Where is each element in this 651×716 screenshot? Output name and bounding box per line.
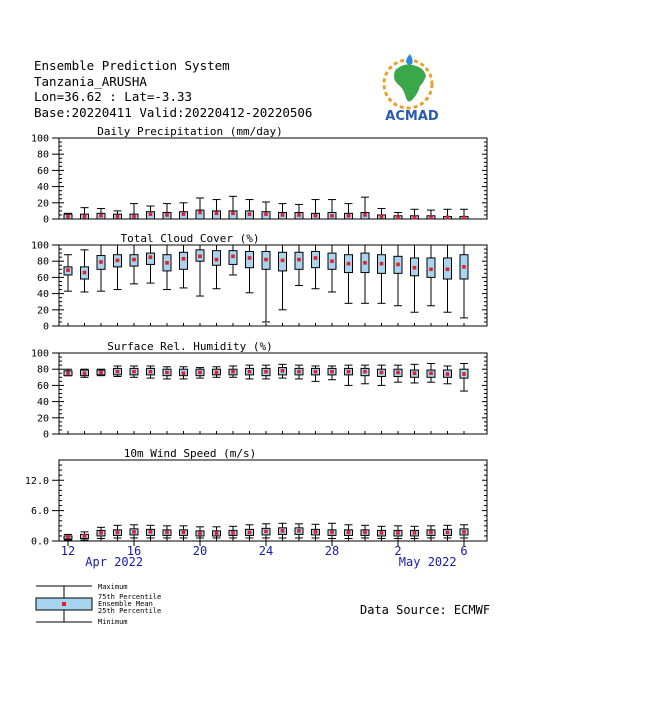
mean-marker (264, 370, 268, 374)
box-day-9 (196, 198, 204, 219)
box-day-16 (312, 200, 320, 219)
y-tick-label: 6.0 (30, 506, 49, 518)
mean-marker (149, 212, 153, 216)
x-tick-label: 12 (60, 544, 76, 558)
box-day-4 (114, 366, 122, 377)
y-tick-label: 40 (36, 289, 49, 301)
panel-3 (31, 340, 487, 441)
mean-marker (380, 531, 384, 535)
mean-marker (149, 370, 153, 374)
y-tick-label: 12.0 (24, 475, 49, 487)
mean-marker (248, 256, 252, 260)
mean-marker (396, 371, 400, 375)
box-day-3 (97, 369, 105, 375)
y-tick-label: 20 (36, 305, 49, 317)
box-day-4 (114, 211, 122, 219)
header-location: Tanzania_ARUSHA (34, 73, 147, 89)
box-day-21 (394, 213, 402, 220)
x-tick-label: 2 (394, 544, 402, 558)
mean-marker (99, 214, 103, 218)
box-day-22 (411, 364, 419, 383)
box-day-18 (345, 204, 353, 219)
mean-marker (248, 531, 252, 535)
mean-marker (83, 534, 87, 538)
iqr-box (180, 252, 188, 269)
box-day-11 (229, 366, 237, 377)
mean-marker (116, 215, 120, 219)
mean-marker (396, 216, 400, 220)
box-day-17 (328, 366, 336, 380)
box-day-4 (114, 245, 122, 290)
legend-graphic (34, 580, 194, 626)
mean-marker (347, 214, 351, 218)
mean-marker (314, 370, 318, 374)
box-day-7 (163, 526, 171, 538)
y-tick-label: 20 (36, 413, 49, 425)
mean-marker (314, 214, 318, 218)
mean-marker (248, 370, 252, 374)
box-day-8 (180, 367, 188, 379)
box-day-5 (130, 525, 138, 538)
legend-p25-label: 25th Percentile (98, 607, 162, 615)
mean-marker (182, 212, 186, 216)
box-day-13 (262, 365, 270, 379)
y-tick-label: 40 (36, 397, 49, 409)
mean-marker (330, 531, 334, 535)
box-day-20 (378, 526, 386, 538)
mean-marker (215, 371, 219, 375)
mean-marker (83, 271, 87, 275)
logo-text: ACMAD (385, 109, 439, 124)
mean-marker (446, 216, 450, 220)
box-day-24 (444, 209, 452, 219)
x-tick-label: 16 (126, 544, 142, 558)
legend-mean-label: Ensemble Mean (98, 600, 153, 608)
mean-marker (413, 531, 417, 535)
box-day-21 (394, 245, 402, 306)
mean-marker (66, 371, 70, 375)
box-day-19 (361, 365, 369, 384)
box-day-11 (229, 196, 237, 219)
mean-marker (347, 262, 351, 266)
y-tick-label: 80 (36, 364, 49, 376)
box-day-8 (180, 245, 188, 288)
mean-marker (264, 530, 268, 534)
box-day-1 (64, 255, 72, 291)
mean-marker (297, 529, 301, 533)
box-day-3 (97, 208, 105, 219)
y-tick-label: 40 (36, 182, 49, 194)
mean-marker (429, 216, 433, 220)
mean-marker (462, 530, 466, 534)
box-day-1 (64, 534, 72, 540)
box-day-12 (246, 365, 254, 379)
box-day-19 (361, 197, 369, 219)
box-day-23 (427, 210, 435, 219)
mean-marker (149, 530, 153, 534)
box-day-6 (147, 525, 155, 538)
mean-marker (182, 371, 186, 375)
mean-marker (413, 371, 417, 375)
mean-marker (198, 532, 202, 536)
mean-marker (182, 257, 186, 261)
mean-marker (99, 260, 103, 264)
mean-marker (215, 212, 219, 216)
box-day-17 (328, 245, 336, 292)
box-day-16 (312, 524, 320, 538)
box-day-22 (411, 209, 419, 219)
box-day-15 (295, 524, 303, 538)
mean-marker (297, 213, 301, 217)
box-day-3 (97, 245, 105, 291)
box-day-21 (394, 365, 402, 382)
y-tick-label: 100 (30, 240, 49, 252)
mean-marker (264, 212, 268, 216)
y-tick-label: 20 (36, 198, 49, 210)
box-day-10 (213, 367, 221, 378)
box-day-22 (411, 526, 419, 538)
y-tick-label: 80 (36, 256, 49, 268)
box-day-18 (345, 365, 353, 385)
box-day-19 (361, 245, 369, 303)
box-day-9 (196, 527, 204, 538)
y-tick-label: 0 (42, 429, 49, 441)
legend-min-label: Minimum (98, 618, 128, 626)
panel-frame (59, 138, 487, 219)
legend (34, 580, 194, 626)
box-day-23 (427, 245, 435, 306)
panel-title: Daily Precipitation (mm/day) (97, 125, 283, 138)
box-day-25 (460, 209, 468, 219)
box-day-12 (246, 525, 254, 538)
box-day-7 (163, 367, 171, 379)
panel-frame (59, 245, 487, 326)
box-day-8 (180, 203, 188, 219)
box-day-13 (262, 524, 270, 538)
mean-marker (165, 261, 169, 265)
box-day-19 (361, 525, 369, 538)
mean-marker (446, 531, 450, 535)
mean-marker (363, 213, 367, 217)
box-day-18 (345, 525, 353, 539)
y-tick-label: 100 (30, 348, 49, 360)
box-day-7 (163, 204, 171, 219)
mean-marker (264, 258, 268, 262)
y-tick-label: 80 (36, 149, 49, 161)
mean-marker (347, 531, 351, 535)
mean-marker (248, 212, 252, 216)
box-day-20 (378, 365, 386, 385)
box-day-14 (279, 523, 287, 538)
box-day-24 (444, 525, 452, 538)
mean-marker (182, 531, 186, 535)
box-day-14 (279, 245, 287, 310)
box-day-3 (97, 527, 105, 538)
box-day-5 (130, 245, 138, 284)
mean-marker (116, 531, 120, 535)
mean-marker (231, 531, 235, 535)
mean-marker (446, 268, 450, 272)
box-day-24 (444, 366, 452, 384)
mean-marker (330, 259, 334, 263)
mean-marker (83, 215, 87, 219)
mean-marker (281, 259, 285, 263)
mean-marker (66, 215, 70, 219)
mean-marker (429, 371, 433, 375)
header-coordinates: Lon=36.62 : Lat=-3.33 (34, 89, 193, 104)
box-day-21 (394, 526, 402, 539)
mean-marker (330, 214, 334, 218)
box-day-10 (213, 200, 221, 219)
mean-marker (132, 370, 136, 374)
legend-max-label: Maximum (98, 583, 128, 591)
mean-marker (363, 261, 367, 265)
box-day-2 (81, 532, 89, 540)
panel-4 (25, 447, 487, 548)
legend-mean-mark (62, 602, 66, 606)
box-day-17 (328, 200, 336, 219)
box-day-6 (147, 206, 155, 219)
box-day-6 (147, 245, 155, 283)
panel-frame (59, 460, 487, 541)
mean-marker (314, 256, 318, 260)
box-day-25 (460, 364, 468, 392)
x-tick-label: 24 (258, 544, 274, 558)
box-day-6 (147, 366, 155, 378)
box-day-25 (460, 525, 468, 538)
box-day-14 (279, 364, 287, 378)
mean-marker (132, 530, 136, 534)
box-day-13 (262, 245, 270, 322)
box-day-15 (295, 245, 303, 286)
box-day-2 (81, 369, 89, 377)
mean-marker (165, 531, 169, 535)
mean-marker (297, 370, 301, 374)
y-tick-label: 100 (30, 133, 49, 145)
box-day-14 (279, 204, 287, 219)
mean-marker (446, 372, 450, 376)
box-day-11 (229, 526, 237, 538)
mean-marker (66, 268, 70, 272)
box-day-4 (114, 525, 122, 538)
legend-p75-label: 75th Percentile (98, 593, 162, 601)
x-tick-label: 20 (192, 544, 208, 558)
box-day-11 (229, 245, 237, 275)
header-dates: Base:20220411 Valid:20220412-20220506 (34, 104, 313, 120)
panel-1 (31, 125, 487, 226)
box-day-20 (378, 208, 386, 219)
box-day-5 (130, 204, 138, 219)
mean-marker (396, 263, 400, 267)
y-tick-label: 0 (42, 321, 49, 333)
mean-marker (462, 216, 466, 220)
box-day-23 (427, 364, 435, 383)
box-day-1 (64, 369, 72, 375)
panel-frame (59, 353, 487, 434)
mean-marker (165, 213, 169, 217)
box-day-18 (345, 245, 353, 303)
box-day-24 (444, 245, 452, 312)
panel-title: Surface Rel. Humidity (%) (107, 340, 273, 353)
mean-marker (281, 213, 285, 217)
box-day-15 (295, 365, 303, 379)
box-day-2 (81, 208, 89, 219)
mean-marker (380, 215, 384, 219)
mean-marker (297, 258, 301, 262)
box-day-15 (295, 204, 303, 219)
mean-marker (380, 371, 384, 375)
x-tick-label: 28 (324, 544, 340, 558)
mean-marker (215, 532, 219, 536)
mean-marker (396, 531, 400, 535)
box-day-9 (196, 368, 204, 379)
header-title: Ensemble Prediction System (34, 58, 230, 73)
box-day-25 (460, 245, 468, 318)
box-day-13 (262, 202, 270, 219)
mean-marker (198, 211, 202, 215)
box-day-10 (213, 245, 221, 289)
mean-marker (462, 372, 466, 376)
mean-marker (429, 531, 433, 535)
mean-marker (99, 371, 103, 375)
mean-marker (429, 268, 433, 272)
box-day-1 (64, 213, 72, 219)
mean-marker (165, 371, 169, 375)
mean-marker (281, 369, 285, 373)
mean-marker (413, 266, 417, 270)
mean-marker (462, 265, 466, 269)
mean-marker (330, 370, 334, 374)
mean-marker (314, 530, 318, 534)
y-tick-label: 60 (36, 272, 49, 284)
mean-marker (413, 216, 417, 220)
mean-marker (116, 259, 120, 263)
box-day-20 (378, 245, 386, 303)
mean-marker (66, 535, 70, 539)
box-day-16 (312, 245, 320, 289)
mean-marker (132, 215, 136, 219)
mean-marker (363, 370, 367, 374)
box-day-16 (312, 366, 320, 381)
box-day-9 (196, 245, 204, 296)
panel-2 (31, 232, 487, 333)
y-tick-label: 60 (36, 165, 49, 177)
mean-marker (198, 371, 202, 375)
mean-marker (99, 531, 103, 535)
box-day-17 (328, 523, 336, 538)
box-day-7 (163, 245, 171, 290)
panel-title: Total Cloud Cover (%) (120, 232, 260, 245)
box-day-5 (130, 366, 138, 377)
y-tick-label: 0 (42, 214, 49, 226)
box-day-12 (246, 200, 254, 219)
mean-marker (149, 255, 153, 259)
panel-title: 10m Wind Speed (m/s) (123, 447, 257, 460)
y-tick-label: 0.0 (30, 536, 49, 548)
mean-marker (198, 255, 202, 259)
box-day-8 (180, 526, 188, 538)
mean-marker (380, 262, 384, 266)
x-tick-label: 6 (460, 544, 468, 558)
x-month-label: May 2022 (398, 555, 457, 569)
box-day-23 (427, 526, 435, 538)
mean-marker (83, 371, 87, 375)
mean-marker (363, 531, 367, 535)
mean-marker (215, 258, 219, 262)
mean-marker (231, 212, 235, 216)
data-source: Data Source: ECMWF (360, 603, 491, 617)
mean-marker (347, 370, 351, 374)
box-day-22 (411, 245, 419, 312)
box-day-12 (246, 245, 254, 293)
mean-marker (231, 370, 235, 374)
mean-marker (231, 255, 235, 259)
mean-marker (281, 529, 285, 533)
y-tick-label: 60 (36, 380, 49, 392)
mean-marker (116, 370, 120, 374)
x-month-label: Apr 2022 (85, 555, 144, 569)
mean-marker (132, 258, 136, 262)
box-day-2 (81, 250, 89, 292)
box-day-10 (213, 527, 221, 538)
